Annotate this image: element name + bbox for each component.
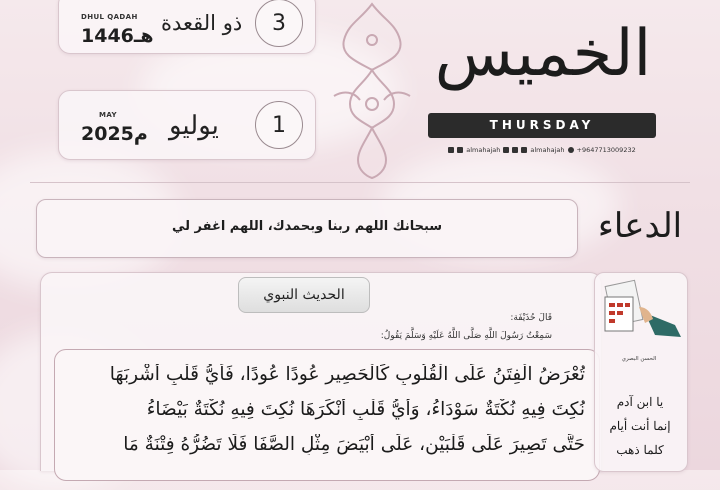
wisdom-attribution: الحسن البصري [621, 356, 657, 362]
social-links [426, 146, 658, 154]
twitter-icon [503, 147, 509, 153]
hadith-text-box [54, 349, 600, 481]
tiktok-icon [512, 147, 518, 153]
day-name-english: THURSDAY [428, 113, 656, 138]
hijri-month-arabic: ذو القعدة [161, 11, 243, 35]
facebook-icon [448, 147, 454, 153]
hadith-narrator-quote: سَمِعْتُ رَسُولَ اللَّهِ صَلَّى اللَّهُ عَلَيْهِ وَسَلَّمَ يَقُولُ: [380, 331, 552, 341]
hadith-title: الحديث النبوي [238, 277, 370, 313]
hijri-day-number: 3 [255, 0, 303, 47]
ornament-icon [330, 0, 414, 180]
phone-number: +9647713009232 [576, 146, 636, 154]
gregorian-day-number: 1 [255, 101, 303, 149]
instagram-icon [521, 147, 527, 153]
hadith-line: حَتَّى تَصِيرَ عَلَى قَلْبَيْنِ، عَلَى أَبْيَضَ مِثْلِ الصَّفَا فَلَا تَضُرُّهُ فِتْنَةٌ مَا [123, 434, 585, 455]
hadith-narrator: قَالَ حُذَيْفَة: [510, 313, 552, 323]
gregorian-year: 2025م [81, 123, 148, 145]
youtube-icon [457, 147, 463, 153]
wisdom-line: إنما أنت أيام [609, 419, 671, 433]
day-name-arabic: الخميس [434, 17, 652, 91]
wisdom-line: كلما ذهب [616, 443, 664, 457]
hijri-month-english: DHUL QADAH [81, 13, 138, 21]
social-handle: almahajah [466, 146, 501, 154]
wisdom-card [594, 272, 688, 472]
writing-hand-icon [595, 273, 687, 343]
gregorian-date-card [58, 90, 316, 160]
whatsapp-icon [568, 147, 574, 153]
hijri-year: 1446هـ [81, 25, 154, 47]
gregorian-month-english: MAY [99, 111, 117, 119]
hadith-line: نُكِتَ فِيهِ نُكْتَةٌ سَوْدَاءُ، وَأَيُّ قَلْبٍ أَنْكَرَهَا نُكِتَ فِيهِ نُكْتَةٌ بَيْضَاءُ [146, 399, 585, 420]
wisdom-line: يا ابن آدم [616, 395, 664, 409]
hadith-line: تُعْرَضُ الْفِتَنُ عَلَى الْقُلُوبِ كَالْحَصِيرِ عُودًا عُودًا، فَأَيُّ قَلْبٍ أُشْرِبَهَا [109, 364, 585, 385]
hijri-date-card [58, 0, 316, 54]
gregorian-month-arabic: يوليو [169, 111, 219, 141]
dua-text: سبحانك اللهم ربنا وبحمدك، اللهم اغفر لي [171, 219, 443, 234]
divider [30, 182, 690, 183]
social-handle: almahajah [530, 146, 565, 154]
dua-heading: الدعاء [597, 206, 683, 246]
dua-box [36, 199, 578, 258]
